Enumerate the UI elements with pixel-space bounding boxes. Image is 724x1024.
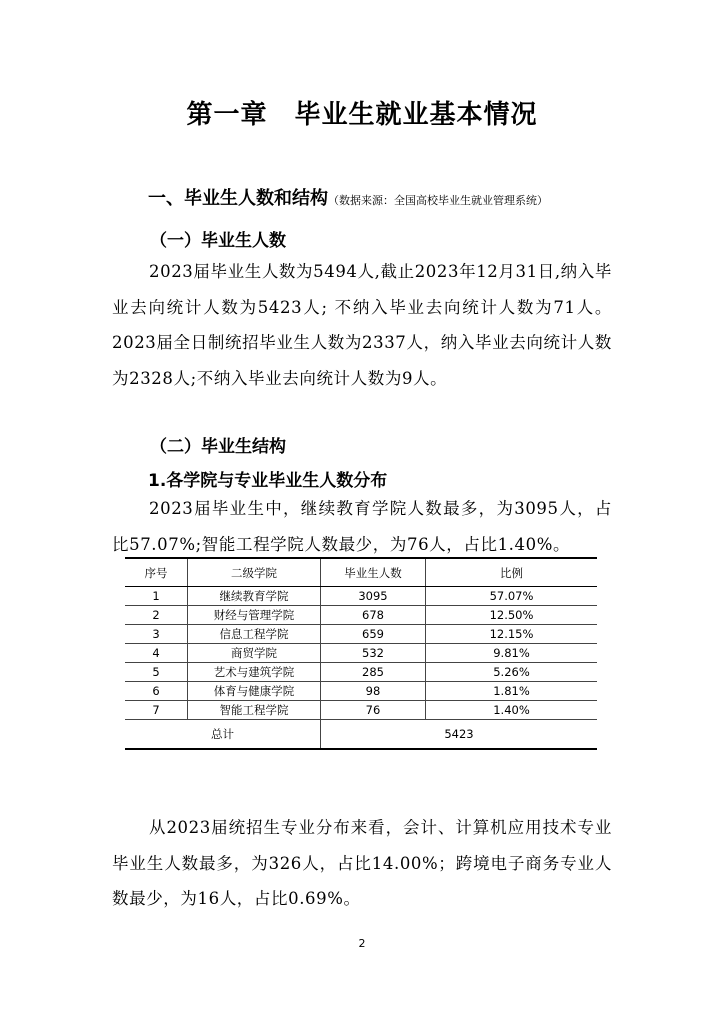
row-college: 继续教育学院 (188, 587, 321, 606)
row-index: 1 (125, 587, 188, 606)
table-header-row (125, 558, 597, 587)
table-row (125, 625, 597, 644)
row-index: 4 (125, 644, 188, 663)
chapter-title: 第一章 毕业生就业基本情况 (186, 100, 538, 130)
total-label: 总计 (125, 720, 321, 750)
row-college: 体育与健康学院 (188, 682, 321, 701)
header-count: 毕业生人数 (321, 558, 426, 587)
row-index: 3 (125, 625, 188, 644)
row-ratio: 12.50% (426, 606, 598, 625)
row-count: 678 (321, 606, 426, 625)
row-ratio: 9.81% (426, 644, 598, 663)
row-ratio: 12.15% (426, 625, 598, 644)
table-total-row (125, 720, 597, 750)
table-row (125, 587, 597, 606)
header-college: 二级学院 (188, 558, 321, 587)
section-heading (148, 184, 548, 210)
paragraph-college-distribution: 2023届毕业生中，继续教育学院人数最多，为3095人，占比57.07%;智能工程学院人数最少，为76人，占比1.40%。 (112, 499, 612, 554)
row-count: 532 (321, 644, 426, 663)
header-index: 序号 (125, 558, 188, 587)
table-row (125, 682, 597, 701)
row-ratio: 5.26% (426, 663, 598, 682)
row-index: 7 (125, 701, 188, 720)
row-college: 商贸学院 (188, 644, 321, 663)
row-index: 2 (125, 606, 188, 625)
subsection-heading-structure: （二）毕业生结构 (150, 437, 286, 457)
row-index: 6 (125, 682, 188, 701)
row-college: 智能工程学院 (188, 701, 321, 720)
row-count: 98 (321, 682, 426, 701)
table-row (125, 663, 597, 682)
header-ratio: 比例 (426, 558, 598, 587)
section-title: 一、毕业生人数和结构 (148, 188, 328, 209)
row-ratio: 1.40% (426, 701, 598, 720)
row-count: 3095 (321, 587, 426, 606)
row-count: 285 (321, 663, 426, 682)
row-college: 艺术与建筑学院 (188, 663, 321, 682)
row-count: 76 (321, 701, 426, 720)
row-ratio: 57.07% (426, 587, 598, 606)
paragraph-count: 2023届毕业生人数为5494人,截止2023年12月31日,纳入毕业去向统计人数为5423人; 不纳入毕业去向统计人数为71人。2023届全日制统招毕业生人数为2337人，纳入毕业去向统计人数为2328人;不纳入毕业去向统计人数为9人。 (112, 262, 612, 388)
subsection-heading-count: （一）毕业生人数 (150, 231, 286, 251)
row-ratio: 1.81% (426, 682, 598, 701)
graduates-by-college-table (125, 557, 597, 750)
table-row (125, 644, 597, 663)
data-source-note: （数据来源：全国高校毕业生就业管理系统） (328, 194, 548, 207)
row-count: 659 (321, 625, 426, 644)
paragraph-major-distribution: 从2023届统招生专业分布来看，会计、计算机应用技术专业毕业生人数最多，为326人，占比14.00%；跨境电子商务专业人数最少，为16人，占比0.69%。 (112, 818, 612, 908)
total-value: 5423 (321, 720, 598, 750)
row-college: 信息工程学院 (188, 625, 321, 644)
row-index: 5 (125, 663, 188, 682)
table-row (125, 606, 597, 625)
page-number: 2 (358, 937, 366, 950)
row-college: 财经与管理学院 (188, 606, 321, 625)
table-row (125, 701, 597, 720)
subheading-college-distribution: 1.各学院与专业毕业生人数分布 (148, 471, 388, 491)
